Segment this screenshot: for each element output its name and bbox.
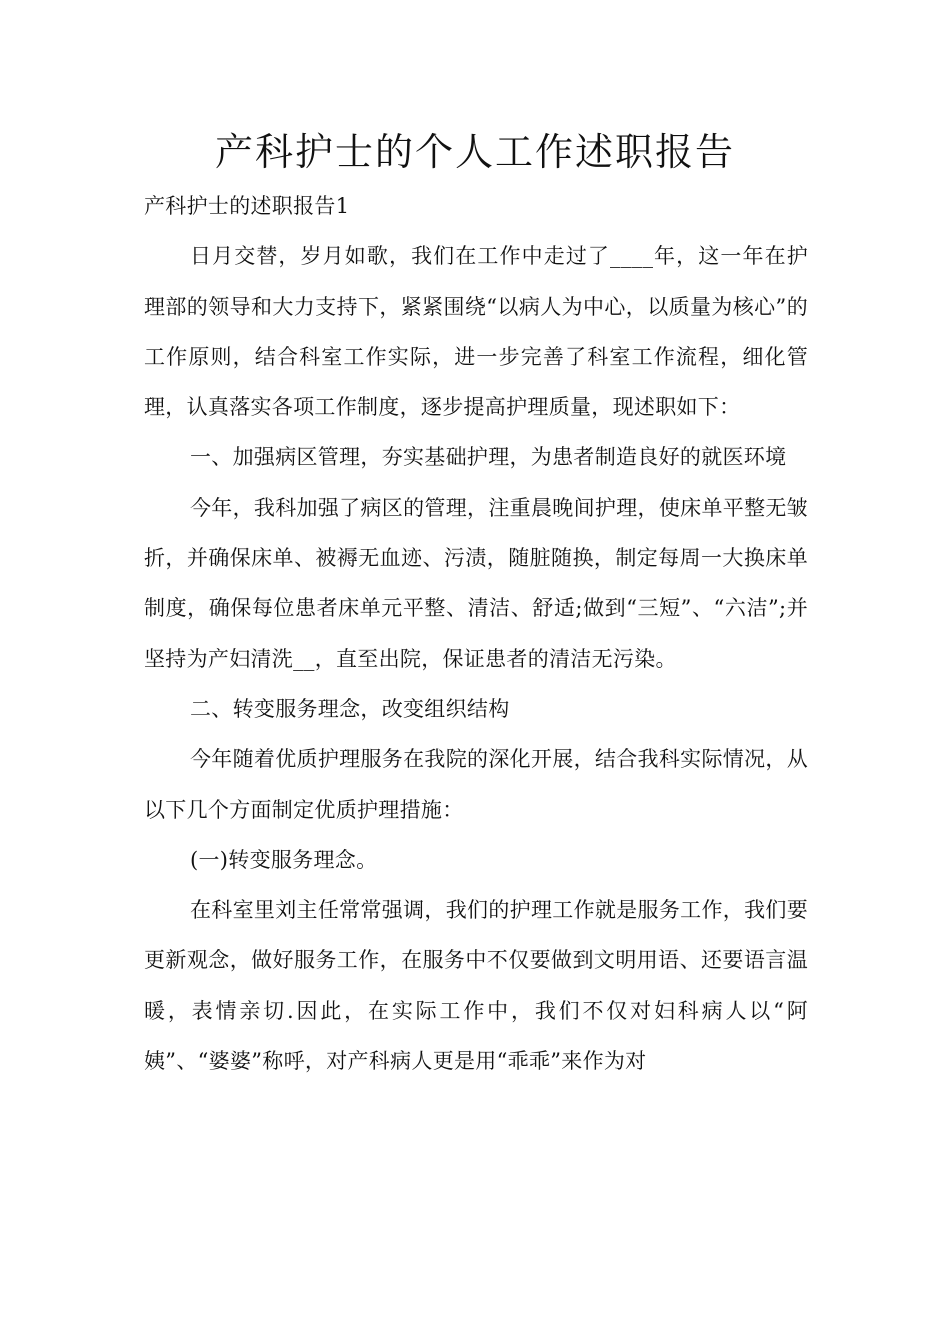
section-heading: 一、加强病区管理，夯实基础护理，为患者制造良好的就医环境	[190, 445, 787, 470]
document-body	[144, 181, 808, 1086]
paragraph: 今年，我科加强了病区的管理，注重晨晚间护理，使床单平整无皱折，并确保床单、被褥无血迹、污渍，随脏随换，制定每周一大换床单制度，确保每位患者床单元平整、清洁、舒适;做到“三短”、“六洁”;并坚持为产妇清洗__，直至出院，保证患者的清洁无污染。	[144, 495, 808, 671]
paragraph: 今年随着优质护理服务在我院的深化开展，结合我科实际情况，从以下几个方面制定优质护理措施：	[144, 747, 808, 822]
document-title: 产科护士的个人工作述职报告	[214, 130, 735, 174]
section-heading: 产科护士的述职报告1	[144, 194, 350, 218]
paragraph: 在科室里刘主任常常强调，我们的护理工作就是服务工作，我们要更新观念，做好服务工作，在服务中不仅要做到文明用语、还要语言温暖，表情亲切.因此，在实际工作中，我们不仅对妇科病人以“阿姨”、“婆婆”称呼，对产科病人更是用“乖乖”来作为对	[144, 898, 808, 1074]
paragraph: 日月交替，岁月如歌，我们在工作中走过了____年，这一年在护理部的领导和大力支持下，紧紧围绕“以病人为中心，以质量为核心”的工作原则，结合科室工作实际，进一步完善了科室工作流程，细化管理，认真落实各项工作制度，逐步提高护理质量，现述职如下：	[144, 244, 808, 420]
section-heading: 二、转变服务理念，改变组织结构	[190, 696, 510, 721]
subsection-heading: (一)转变服务理念。	[190, 847, 378, 872]
